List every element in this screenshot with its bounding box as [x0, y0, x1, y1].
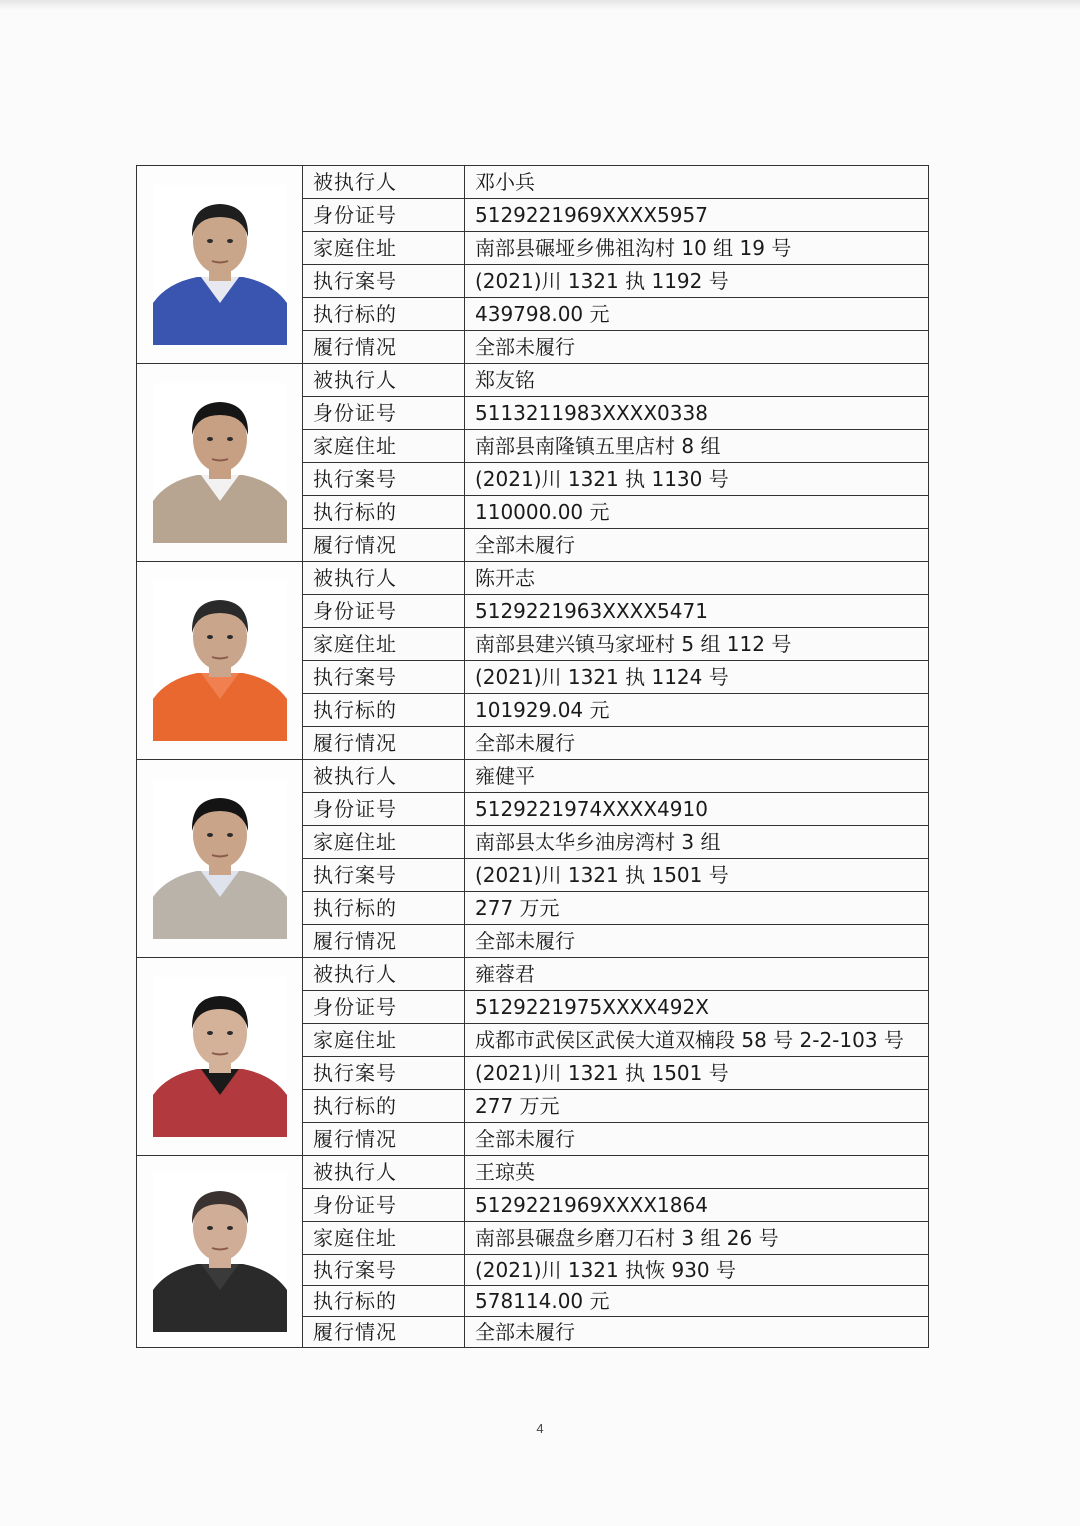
page-number: 4	[536, 1421, 544, 1436]
record-row	[137, 364, 929, 397]
field-label-address: 家庭住址	[303, 1024, 465, 1057]
person-photo	[153, 185, 287, 345]
field-label-status: 履行情况	[303, 727, 465, 760]
field-label-id: 身份证号	[303, 1189, 465, 1222]
field-label-address: 家庭住址	[303, 430, 465, 463]
field-label-id: 身份证号	[303, 199, 465, 232]
field-label-amount: 执行标的	[303, 892, 465, 925]
photo-cell	[137, 760, 303, 958]
debtor-table	[136, 165, 929, 1348]
record-row	[137, 958, 929, 991]
scan-edge	[0, 0, 1080, 10]
field-value-id: 5129221974XXXX4910	[465, 793, 929, 826]
person-photo	[153, 977, 287, 1137]
field-label-status: 履行情况	[303, 1123, 465, 1156]
field-label-name: 被执行人	[303, 562, 465, 595]
field-label-amount: 执行标的	[303, 1090, 465, 1123]
field-label-status: 履行情况	[303, 529, 465, 562]
field-label-name: 被执行人	[303, 1156, 465, 1189]
field-label-id: 身份证号	[303, 793, 465, 826]
field-label-status: 履行情况	[303, 1317, 465, 1348]
photo-cell	[137, 562, 303, 760]
field-value-amount: 110000.00 元	[465, 496, 929, 529]
field-label-name: 被执行人	[303, 760, 465, 793]
field-value-id: 5129221969XXXX5957	[465, 199, 929, 232]
field-value-name: 雍蓉君	[465, 958, 929, 991]
field-label-amount: 执行标的	[303, 694, 465, 727]
field-value-address: 南部县南隆镇五里店村 8 组	[465, 430, 929, 463]
field-value-status: 全部未履行	[465, 1317, 929, 1348]
field-value-status: 全部未履行	[465, 529, 929, 562]
record-row	[137, 1156, 929, 1189]
field-value-status: 全部未履行	[465, 925, 929, 958]
field-value-case: (2021)川 1321 执 1501 号	[465, 1057, 929, 1090]
person-photo	[153, 1172, 287, 1332]
field-value-address: 南部县碾盘乡磨刀石村 3 组 26 号	[465, 1222, 929, 1255]
field-value-name: 陈开志	[465, 562, 929, 595]
field-label-id: 身份证号	[303, 595, 465, 628]
photo-cell	[137, 166, 303, 364]
field-label-case: 执行案号	[303, 463, 465, 496]
field-value-amount: 277 万元	[465, 1090, 929, 1123]
field-value-name: 郑友铭	[465, 364, 929, 397]
field-label-address: 家庭住址	[303, 232, 465, 265]
photo-cell	[137, 1156, 303, 1348]
field-value-address: 南部县碾垭乡佛祖沟村 10 组 19 号	[465, 232, 929, 265]
field-label-name: 被执行人	[303, 166, 465, 199]
person-photo	[153, 383, 287, 543]
field-label-case: 执行案号	[303, 1255, 465, 1286]
field-label-case: 执行案号	[303, 859, 465, 892]
field-value-id: 5129221963XXXX5471	[465, 595, 929, 628]
record-row	[137, 166, 929, 199]
field-value-status: 全部未履行	[465, 331, 929, 364]
field-label-address: 家庭住址	[303, 826, 465, 859]
debtor-table-body	[137, 166, 929, 1348]
field-value-status: 全部未履行	[465, 727, 929, 760]
record-row	[137, 562, 929, 595]
field-label-status: 履行情况	[303, 331, 465, 364]
field-label-address: 家庭住址	[303, 1222, 465, 1255]
field-label-amount: 执行标的	[303, 1286, 465, 1317]
field-label-case: 执行案号	[303, 661, 465, 694]
field-value-address: 成都市武侯区武侯大道双楠段 58 号 2-2-103 号	[465, 1024, 929, 1057]
field-label-case: 执行案号	[303, 1057, 465, 1090]
field-label-name: 被执行人	[303, 364, 465, 397]
field-value-amount: 101929.04 元	[465, 694, 929, 727]
field-label-amount: 执行标的	[303, 496, 465, 529]
field-value-name: 邓小兵	[465, 166, 929, 199]
field-value-case: (2021)川 1321 执 1124 号	[465, 661, 929, 694]
field-value-amount: 578114.00 元	[465, 1286, 929, 1317]
field-label-name: 被执行人	[303, 958, 465, 991]
field-value-amount: 277 万元	[465, 892, 929, 925]
field-label-amount: 执行标的	[303, 298, 465, 331]
field-value-id: 5129221969XXXX1864	[465, 1189, 929, 1222]
field-value-case: (2021)川 1321 执 1192 号	[465, 265, 929, 298]
field-value-name: 雍健平	[465, 760, 929, 793]
field-value-amount: 439798.00 元	[465, 298, 929, 331]
field-value-case: (2021)川 1321 执恢 930 号	[465, 1255, 929, 1286]
field-label-case: 执行案号	[303, 265, 465, 298]
person-photo	[153, 779, 287, 939]
field-label-address: 家庭住址	[303, 628, 465, 661]
photo-cell	[137, 958, 303, 1156]
field-label-id: 身份证号	[303, 991, 465, 1024]
record-row	[137, 760, 929, 793]
field-value-address: 南部县建兴镇马家垭村 5 组 112 号	[465, 628, 929, 661]
field-value-case: (2021)川 1321 执 1501 号	[465, 859, 929, 892]
photo-cell	[137, 364, 303, 562]
field-value-address: 南部县太华乡油房湾村 3 组	[465, 826, 929, 859]
field-value-id: 5113211983XXXX0338	[465, 397, 929, 430]
field-value-name: 王琼英	[465, 1156, 929, 1189]
field-value-status: 全部未履行	[465, 1123, 929, 1156]
field-value-id: 5129221975XXXX492X	[465, 991, 929, 1024]
field-value-case: (2021)川 1321 执 1130 号	[465, 463, 929, 496]
field-label-status: 履行情况	[303, 925, 465, 958]
field-label-id: 身份证号	[303, 397, 465, 430]
person-photo	[153, 581, 287, 741]
